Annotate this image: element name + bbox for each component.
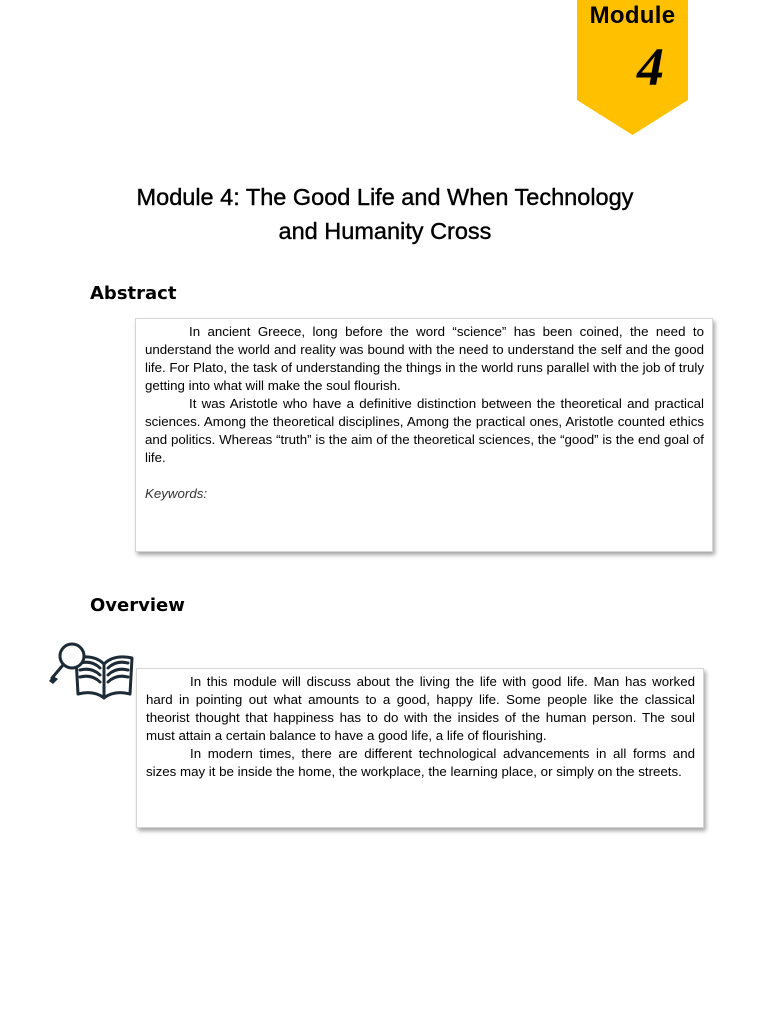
badge-number: 4 xyxy=(637,37,664,97)
abstract-heading: Abstract xyxy=(90,283,177,304)
badge-label: Module xyxy=(589,2,676,29)
overview-box xyxy=(136,668,704,828)
keywords-label: Keywords: xyxy=(145,486,208,501)
page-title-line-1: Module 4: The Good Life and When Technology xyxy=(136,184,634,210)
page-title xyxy=(60,180,710,248)
overview-heading: Overview xyxy=(90,595,185,616)
module-badge xyxy=(577,0,688,136)
overview-paragraph-2: In modern times, there are different technological advancements in all forms and sizes may it be inside the home, the workplace, the learning place, or simply on the streets. xyxy=(146,746,695,779)
abstract-paragraph-1: In ancient Greece, long before the word “science” has been coined, the need to understand the world and reality was bound with the need to understand the self and the good life. For Plato, the task of understanding the things in the world runs parallel with the job of truly getting into what will make the soul flourish. xyxy=(145,324,704,393)
abstract-paragraph-2: It was Aristotle who have a definitive distinction between the theoretical and practical sciences. Among the theoretical disciplines, Among the practical ones, Aristotle counted ethics and politics. Whereas “truth” is the aim of the theoretical sciences, the “good” is the end goal of life. xyxy=(145,396,704,465)
abstract-box xyxy=(135,318,713,552)
page-title-line-2: and Humanity Cross xyxy=(278,218,492,244)
magnifier-book-icon xyxy=(46,636,134,704)
overview-paragraph-1: In this module will discuss about the living the life with good life. Man has worked hard in pointing out what amounts to a good, happy life. Some people like the classical theorist thought that happiness has to do with the insides of the human person. The soul must attain a certain balance to have a good life, a life of flourishing. xyxy=(146,674,695,743)
